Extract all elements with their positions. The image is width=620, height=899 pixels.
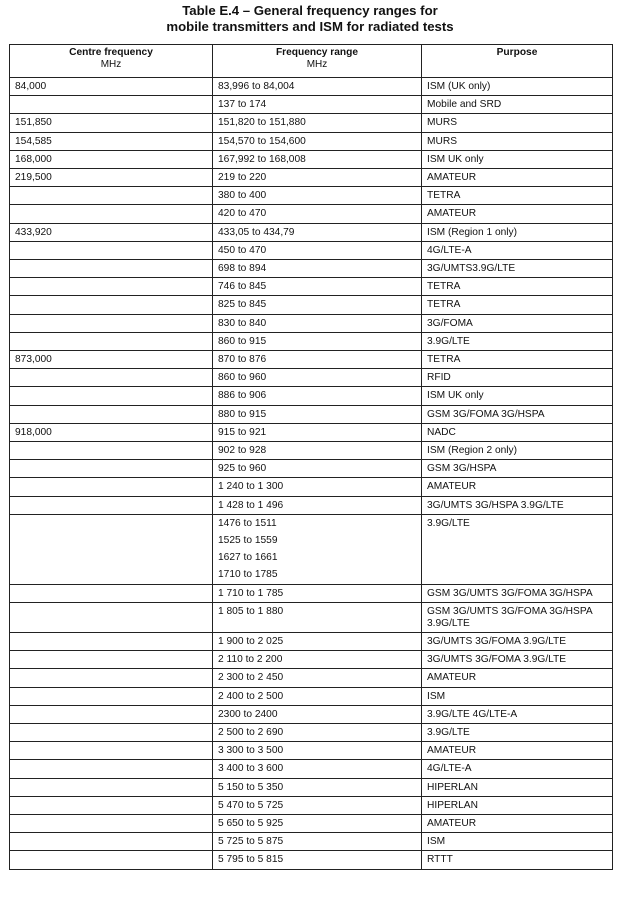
frequency-range-value: 5 725 to 5 875 xyxy=(218,836,284,848)
centre-frequency-cell: 84,000 xyxy=(10,78,213,96)
centre-frequency-cell xyxy=(10,387,213,405)
centre-frequency-cell xyxy=(10,723,213,741)
table-row xyxy=(10,514,613,584)
centre-frequency-cell xyxy=(10,260,213,278)
purpose-cell: 3G/UMTS3.9G/LTE xyxy=(422,260,613,278)
table-row xyxy=(10,260,613,278)
frequency-range-value: 2 500 to 2 690 xyxy=(218,726,284,738)
frequency-range-cell xyxy=(213,833,422,851)
frequency-range-cell xyxy=(213,132,422,150)
centre-frequency-cell xyxy=(10,460,213,478)
table-row xyxy=(10,814,613,832)
frequency-range-cell xyxy=(213,278,422,296)
frequency-range-value: 433,05 to 434,79 xyxy=(218,226,295,238)
frequency-range-cell xyxy=(213,460,422,478)
frequency-table xyxy=(9,44,613,870)
frequency-range-value: 925 to 960 xyxy=(218,463,267,475)
centre-frequency-cell xyxy=(10,705,213,723)
table-row xyxy=(10,705,613,723)
centre-frequency-cell xyxy=(10,651,213,669)
purpose-cell: HIPERLAN xyxy=(422,778,613,796)
frequency-range-cell xyxy=(213,351,422,369)
frequency-range-value: 825 to 845 xyxy=(218,299,267,311)
purpose-cell: AMATEUR xyxy=(422,669,613,687)
table-row xyxy=(10,314,613,332)
frequency-range-value: 1 428 to 1 496 xyxy=(218,499,284,511)
purpose-cell: TETRA xyxy=(422,187,613,205)
table-row xyxy=(10,833,613,851)
frequency-range-cell xyxy=(213,705,422,723)
frequency-range-cell xyxy=(213,405,422,423)
purpose-cell: 3.9G/LTE xyxy=(422,514,613,584)
frequency-range-cell xyxy=(213,205,422,223)
frequency-range-cell xyxy=(213,760,422,778)
frequency-range-value: 746 to 845 xyxy=(218,281,267,293)
frequency-range-value: 151,820 to 151,880 xyxy=(218,117,306,129)
table-row xyxy=(10,205,613,223)
table-title-line-1: Table E.4 – General frequency ranges for xyxy=(182,3,438,18)
centre-frequency-cell xyxy=(10,632,213,650)
frequency-range-value: 420 to 470 xyxy=(218,208,267,220)
frequency-range-value: 830 to 840 xyxy=(218,317,267,329)
centre-frequency-cell xyxy=(10,369,213,387)
purpose-cell: AMATEUR xyxy=(422,814,613,832)
frequency-range-cell xyxy=(213,687,422,705)
header-centre-frequency-unit: MHz xyxy=(100,59,122,70)
centre-frequency-cell xyxy=(10,814,213,832)
frequency-range-value: 219 to 220 xyxy=(218,172,267,184)
frequency-range-value: 1710 to 1785 xyxy=(218,569,278,581)
frequency-range-cell xyxy=(213,96,422,114)
purpose-cell: RTTT xyxy=(422,851,613,869)
frequency-range-value: 137 to 174 xyxy=(218,99,267,111)
table-row xyxy=(10,602,613,632)
table-row xyxy=(10,114,613,132)
purpose-cell: ISM xyxy=(422,833,613,851)
centre-frequency-cell xyxy=(10,778,213,796)
frequency-range-value: 1476 to 1511 xyxy=(218,517,277,529)
centre-frequency-cell xyxy=(10,205,213,223)
centre-frequency-cell: 168,000 xyxy=(10,150,213,168)
frequency-range-value: 915 to 921 xyxy=(218,426,267,438)
centre-frequency-cell xyxy=(10,760,213,778)
table-row xyxy=(10,78,613,96)
centre-frequency-cell: 873,000 xyxy=(10,351,213,369)
header-purpose-label: Purpose xyxy=(496,47,538,58)
table-row xyxy=(10,332,613,350)
centre-frequency-cell xyxy=(10,278,213,296)
purpose-cell: HIPERLAN xyxy=(422,796,613,814)
frequency-range-cell xyxy=(213,442,422,460)
centre-frequency-cell xyxy=(10,584,213,602)
frequency-range-cell xyxy=(213,114,422,132)
frequency-range-value: 5 470 to 5 725 xyxy=(218,799,284,811)
centre-frequency-cell xyxy=(10,405,213,423)
frequency-range-cell xyxy=(213,296,422,314)
table-body xyxy=(10,78,613,870)
header-centre-frequency xyxy=(10,45,213,78)
table-row xyxy=(10,687,613,705)
header-frequency-range-label: Frequency range xyxy=(275,47,359,58)
header-frequency-range-unit: MHz xyxy=(306,59,328,70)
centre-frequency-cell xyxy=(10,833,213,851)
frequency-range-cell xyxy=(213,314,422,332)
frequency-range-cell xyxy=(213,602,422,632)
frequency-range-value: 2300 to 2400 xyxy=(218,708,278,720)
frequency-range-value: 83,996 to 84,004 xyxy=(218,81,295,92)
table-row xyxy=(10,796,613,814)
table-title-line-2: mobile transmitters and ISM for radiated tests xyxy=(166,19,454,34)
purpose-cell: GSM 3G/FOMA 3G/HSPA xyxy=(422,405,613,423)
purpose-cell: TETRA xyxy=(422,278,613,296)
table-row xyxy=(10,241,613,259)
frequency-range-cell xyxy=(213,150,422,168)
frequency-range-cell xyxy=(213,496,422,514)
frequency-range-cell xyxy=(213,723,422,741)
frequency-range-value: 2 400 to 2 500 xyxy=(218,690,284,702)
centre-frequency-cell xyxy=(10,314,213,332)
centre-frequency-cell xyxy=(10,514,213,584)
centre-frequency-cell xyxy=(10,296,213,314)
purpose-cell: GSM 3G/HSPA xyxy=(422,460,613,478)
purpose-cell: 3.9G/LTE xyxy=(422,723,613,741)
frequency-range-cell xyxy=(213,169,422,187)
frequency-range-value: 3 300 to 3 500 xyxy=(218,745,284,757)
table-row xyxy=(10,742,613,760)
centre-frequency-cell xyxy=(10,851,213,869)
frequency-range-value: 902 to 928 xyxy=(218,445,267,457)
centre-frequency-cell: 433,920 xyxy=(10,223,213,241)
purpose-cell: AMATEUR xyxy=(422,169,613,187)
frequency-range-cell xyxy=(213,332,422,350)
table-row xyxy=(10,442,613,460)
purpose-cell: 3.9G/LTE xyxy=(422,332,613,350)
centre-frequency-cell xyxy=(10,669,213,687)
table-row xyxy=(10,150,613,168)
table-row xyxy=(10,223,613,241)
centre-frequency-cell xyxy=(10,796,213,814)
purpose-cell: MURS xyxy=(422,114,613,132)
centre-frequency-cell xyxy=(10,332,213,350)
table-row xyxy=(10,632,613,650)
centre-frequency-cell xyxy=(10,602,213,632)
frequency-range-cell xyxy=(213,851,422,869)
table-row xyxy=(10,760,613,778)
frequency-range-cell xyxy=(213,584,422,602)
purpose-cell: MURS xyxy=(422,132,613,150)
table-header-row xyxy=(10,45,613,78)
frequency-range-value: 886 to 906 xyxy=(218,390,267,402)
frequency-range-cell xyxy=(213,223,422,241)
purpose-cell: AMATEUR xyxy=(422,742,613,760)
frequency-range-cell xyxy=(213,78,422,96)
header-centre-frequency-label: Centre frequency xyxy=(69,47,153,58)
centre-frequency-cell: 154,585 xyxy=(10,132,213,150)
purpose-cell: TETRA xyxy=(422,351,613,369)
purpose-cell: 4G/LTE-A xyxy=(422,241,613,259)
frequency-range-value: 698 to 894 xyxy=(218,263,267,275)
frequency-range-value: 860 to 960 xyxy=(218,372,267,384)
frequency-range-value: 5 795 to 5 815 xyxy=(218,854,284,866)
purpose-cell: GSM 3G/UMTS 3G/FOMA 3G/HSPA xyxy=(422,584,613,602)
frequency-range-cell xyxy=(213,478,422,496)
frequency-range-value: 5 150 to 5 350 xyxy=(218,781,284,793)
purpose-cell: 3G/FOMA xyxy=(422,314,613,332)
frequency-range-cell xyxy=(213,669,422,687)
purpose-cell: Mobile and SRD xyxy=(422,96,613,114)
frequency-range-value: 1 900 to 2 025 xyxy=(218,635,284,647)
centre-frequency-cell xyxy=(10,496,213,514)
purpose-cell: AMATEUR xyxy=(422,205,613,223)
frequency-range-cell xyxy=(213,814,422,832)
purpose-cell: 3G/UMTS 3G/FOMA 3.9G/LTE xyxy=(422,632,613,650)
purpose-cell: 3.9G/LTE 4G/LTE-A xyxy=(422,705,613,723)
centre-frequency-cell xyxy=(10,96,213,114)
centre-frequency-cell: 918,000 xyxy=(10,423,213,441)
table-row xyxy=(10,351,613,369)
frequency-range-value: 450 to 470 xyxy=(218,244,267,256)
table-title xyxy=(0,3,620,35)
frequency-range-value: 860 to 915 xyxy=(218,335,267,347)
centre-frequency-cell xyxy=(10,442,213,460)
table-row xyxy=(10,651,613,669)
table-row xyxy=(10,169,613,187)
frequency-range-value: 1 710 to 1 785 xyxy=(218,587,284,599)
table-row xyxy=(10,778,613,796)
table-row xyxy=(10,369,613,387)
purpose-cell: AMATEUR xyxy=(422,478,613,496)
frequency-range-value: 1627 to 1661 xyxy=(218,552,278,564)
centre-frequency-cell xyxy=(10,478,213,496)
purpose-cell: 4G/LTE-A xyxy=(422,760,613,778)
header-frequency-range xyxy=(213,45,422,78)
table-row xyxy=(10,96,613,114)
frequency-range-value: 1 240 to 1 300 xyxy=(218,481,284,493)
frequency-range-cell xyxy=(213,260,422,278)
purpose-cell: GSM 3G/UMTS 3G/FOMA 3G/HSPA 3.9G/LTE xyxy=(422,602,613,632)
centre-frequency-cell: 219,500 xyxy=(10,169,213,187)
centre-frequency-cell xyxy=(10,241,213,259)
purpose-cell: ISM (UK only) xyxy=(422,78,613,96)
frequency-range-value: 154,570 to 154,600 xyxy=(218,135,306,147)
table-row xyxy=(10,278,613,296)
centre-frequency-cell: 151,850 xyxy=(10,114,213,132)
table-row xyxy=(10,723,613,741)
centre-frequency-cell xyxy=(10,742,213,760)
frequency-range-value: 1525 to 1559 xyxy=(218,535,278,547)
frequency-range-value: 5 650 to 5 925 xyxy=(218,817,284,829)
frequency-range-cell xyxy=(213,387,422,405)
table-row xyxy=(10,496,613,514)
table-row xyxy=(10,187,613,205)
frequency-range-value: 870 to 876 xyxy=(218,354,267,366)
frequency-range-cell xyxy=(213,742,422,760)
frequency-range-value: 380 to 400 xyxy=(218,190,267,202)
frequency-range-cell xyxy=(213,632,422,650)
frequency-range-cell xyxy=(213,187,422,205)
table-row xyxy=(10,460,613,478)
frequency-range-cell xyxy=(213,423,422,441)
frequency-range-cell xyxy=(213,651,422,669)
frequency-range-value: 3 400 to 3 600 xyxy=(218,763,284,775)
frequency-range-value: 880 to 915 xyxy=(218,408,267,420)
frequency-range-cell xyxy=(213,778,422,796)
frequency-range-cell xyxy=(213,241,422,259)
purpose-cell: ISM (Region 2 only) xyxy=(422,442,613,460)
table-row xyxy=(10,132,613,150)
frequency-range-cell xyxy=(213,514,422,584)
purpose-cell: ISM UK only xyxy=(422,387,613,405)
table-row xyxy=(10,669,613,687)
purpose-cell: 3G/UMTS 3G/HSPA 3.9G/LTE xyxy=(422,496,613,514)
table-row xyxy=(10,851,613,869)
table-row xyxy=(10,405,613,423)
frequency-range-cell xyxy=(213,796,422,814)
table-row xyxy=(10,387,613,405)
table-row xyxy=(10,584,613,602)
table-row xyxy=(10,296,613,314)
table-row xyxy=(10,478,613,496)
frequency-range-value: 1 805 to 1 880 xyxy=(218,605,284,617)
purpose-cell: TETRA xyxy=(422,296,613,314)
table-row xyxy=(10,423,613,441)
frequency-range-value: 2 300 to 2 450 xyxy=(218,672,284,684)
frequency-range-value: 2 110 to 2 200 xyxy=(218,654,283,666)
centre-frequency-cell xyxy=(10,687,213,705)
purpose-cell: ISM xyxy=(422,687,613,705)
centre-frequency-cell xyxy=(10,187,213,205)
header-purpose xyxy=(422,45,613,78)
frequency-range-value: 167,992 to 168,008 xyxy=(218,153,306,165)
purpose-cell: NADC xyxy=(422,423,613,441)
purpose-cell: 3G/UMTS 3G/FOMA 3.9G/LTE xyxy=(422,651,613,669)
frequency-range-cell xyxy=(213,369,422,387)
purpose-cell: ISM (Region 1 only) xyxy=(422,223,613,241)
purpose-cell: RFID xyxy=(422,369,613,387)
purpose-cell: ISM UK only xyxy=(422,150,613,168)
